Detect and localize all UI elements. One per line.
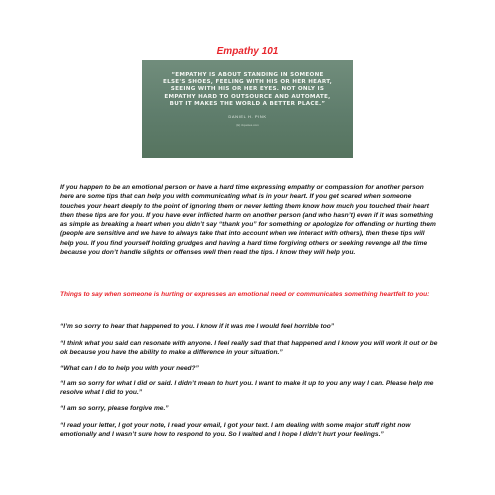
phrase-item: “What can I do to help you with your need?” [60, 365, 199, 372]
quote-image [142, 60, 353, 158]
quote-author: DANIEL H. PINK [228, 114, 267, 120]
quote-footer: (E) izquotes.com [236, 123, 259, 128]
quote-text: “EMPATHY IS ABOUT STANDING IN SOMEONE ELSE'S SHOES, FEELING WITH HIS OR HER HEART, SEEING WITH HIS OR HER EYES. NOT ONLY IS EMPATHY HARD TO OUTSOURCE AND AUTOMATE, BUT IT MAKES THE WORLD A BETTER PLACE.” [162, 72, 333, 107]
section-heading: Things to say when someone is hurting or expresses an emotional need or communicates something heartfelt to you: [60, 291, 430, 298]
intro-paragraph: If you happen to be an emotional person or have a hard time expressing empathy or compassion for another person here are some tips that can help you with communicating what is in your heart. If you get scared when someone touches your heart deeply to the point of ignoring them or never letting them know how much you touched their heart then these tips are for you. If you have ever inflicted harm on another person (and who hasn’t) even if it was something as simple as breaking a heart when you didn’t say “thank you” for something or apologize for offending or hurting them (people are sensitive and we have to always take that into account when we interact with others), then these tips will help you. If you find yourself holding grudges and having a hard time forgiving others or seeking revenge all the time because you don’t handle slights or offenses well then read the tips. I know they will help you. [60, 184, 436, 257]
phrase-item: “I am so sorry, please forgive me.” [60, 405, 169, 412]
page-title: Empathy 101 [216, 46, 279, 57]
phrase-item: “I read your letter, I got your note, I read your email, I got your text. I am dealing with some major stuff right now emotionally and I wasn’t sure how to respond to you. So I waited and I hope I didn’t hurt your feelings.” [60, 422, 411, 439]
phrase-item: “I think what you said can resonate with anyone. I feel really sad that that happened and I know you will work it out or be ok because you have the ability to make a difference in your situation.” [60, 340, 438, 357]
phrase-item: “I am so sorry for what I did or said. I didn’t mean to hurt you. I want to make it up to you any way I can. Please help me resolve what I did to you.” [60, 380, 434, 397]
phrase-item: “I’m so sorry to hear that happened to you. I know if it was me I would feel horrible too” [60, 323, 335, 330]
